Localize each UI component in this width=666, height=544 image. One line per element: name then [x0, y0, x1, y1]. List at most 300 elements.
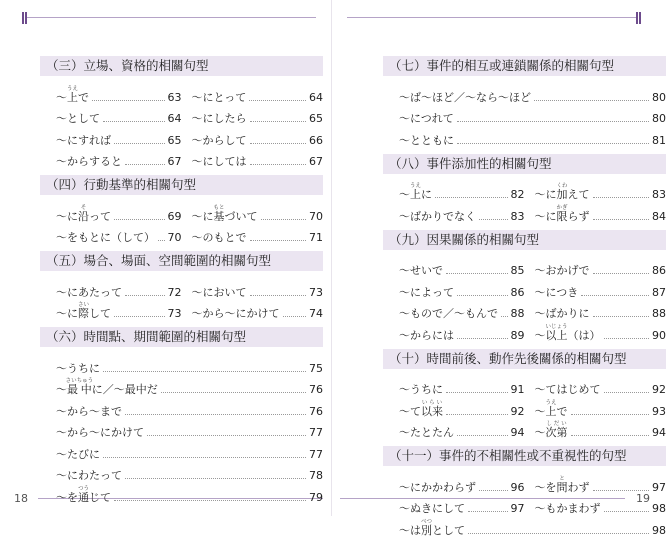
toc-row: [56, 223, 323, 245]
toc-section: [383, 154, 666, 223]
toc-entry[interactable]: [56, 426, 323, 439]
page-ref: 67: [168, 155, 182, 168]
entry-text-part: 〜: [535, 426, 546, 439]
furigana-base: 通: [78, 491, 89, 504]
entry-text: 〜からすると: [56, 155, 122, 168]
toc-row: [56, 353, 323, 375]
page-ref: 88: [652, 307, 666, 320]
toc-row: [56, 396, 323, 418]
entry-text: [56, 378, 158, 396]
entry-text-part: 〜に: [192, 210, 214, 223]
toc-entry[interactable]: [399, 400, 533, 418]
page-ref: 92: [511, 405, 525, 418]
toc-row: [56, 147, 323, 169]
page-ref: 89: [511, 329, 525, 342]
toc-entry[interactable]: [399, 329, 533, 342]
toc-entry[interactable]: [190, 231, 324, 244]
toc-entry[interactable]: [399, 307, 533, 320]
dot-leader: [593, 273, 650, 274]
entry-text: 〜ばかりでなく: [399, 210, 476, 223]
dot-leader: [158, 240, 165, 241]
page-ref: 80: [652, 91, 666, 104]
dot-leader: [468, 533, 649, 534]
furigana-word: [67, 91, 78, 104]
page-ref: 98: [652, 502, 666, 515]
page-ref: 93: [652, 405, 666, 418]
entry-text-part: に: [421, 188, 432, 201]
page-ref: 64: [309, 91, 323, 104]
entry-text-part: 〜を: [56, 491, 78, 504]
page-ref: 67: [309, 155, 323, 168]
entry-text: 〜にかかわらず: [399, 481, 476, 494]
furigana-base: 加: [557, 188, 568, 201]
entry-text: [56, 486, 111, 504]
dot-leader: [125, 414, 306, 415]
dot-leader: [571, 435, 650, 436]
toc-entry[interactable]: [190, 155, 324, 168]
dot-leader: [103, 121, 165, 122]
dot-leader: [479, 490, 508, 491]
entry-text: 〜につき: [535, 286, 579, 299]
toc-row: [399, 320, 666, 342]
entry-text: [56, 205, 111, 223]
entry-text: [56, 302, 111, 320]
toc-entry[interactable]: [399, 264, 533, 277]
furigana-word: [421, 405, 443, 418]
toc-row: [56, 125, 323, 147]
toc-row: [399, 104, 666, 126]
entry-text-part: 〜は: [399, 524, 421, 537]
entry-text: [192, 205, 258, 223]
entry-text: 〜にあたって: [56, 286, 122, 299]
dot-leader: [479, 219, 508, 220]
dot-leader: [593, 219, 649, 220]
toc-entry[interactable]: [533, 421, 666, 439]
toc-column-right: [383, 56, 666, 544]
entry-list: [383, 256, 666, 342]
page-ref: 94: [652, 426, 666, 439]
toc-row: [399, 256, 666, 278]
page-ref: 83: [511, 210, 525, 223]
entry-text: 〜とともに: [399, 134, 454, 147]
entry-text: 〜からには: [399, 329, 454, 342]
toc-entry[interactable]: [190, 205, 324, 223]
dot-leader: [604, 338, 649, 339]
furigana-word: [546, 426, 568, 439]
toc-entry[interactable]: [399, 91, 666, 104]
toc-row: [399, 180, 666, 202]
toc-entry[interactable]: [533, 476, 666, 494]
furigana-reading: うえ: [546, 400, 557, 406]
toc-entry[interactable]: [56, 155, 190, 168]
page-ref: 75: [309, 362, 323, 375]
furigana-word: [421, 524, 432, 537]
page-number-left: 18: [14, 492, 28, 505]
top-rule-right-end-mark: [639, 12, 641, 24]
entry-list: [40, 353, 323, 504]
furigana-base: 別: [421, 524, 432, 537]
entry-text: 〜うちに: [56, 362, 100, 375]
furigana-word: [557, 210, 568, 223]
entry-list: [383, 82, 666, 147]
toc-row: [56, 482, 323, 504]
entry-text: 〜として: [56, 112, 100, 125]
dot-leader: [468, 511, 508, 512]
furigana-word: [214, 210, 225, 223]
dot-leader: [250, 121, 307, 122]
toc-entry[interactable]: [399, 519, 666, 537]
top-rule-left: [26, 17, 316, 18]
toc-row: [399, 201, 666, 223]
page-ref: 90: [652, 329, 666, 342]
entry-text-part: わず: [568, 481, 590, 494]
entry-text-part: らず: [568, 210, 590, 223]
dot-leader: [435, 197, 507, 198]
page-ref: 74: [309, 307, 323, 320]
toc-entry[interactable]: [56, 231, 190, 244]
toc-entry[interactable]: [399, 502, 533, 515]
dot-leader: [92, 100, 164, 101]
entry-list: [383, 180, 666, 223]
section-title: （九）因果關係的相關句型: [383, 230, 666, 250]
toc-entry[interactable]: [56, 205, 190, 223]
top-rule-left-end-mark: [22, 12, 24, 24]
page-ref: 94: [511, 426, 525, 439]
entry-text: 〜うちに: [399, 383, 443, 396]
toc-row: [56, 375, 323, 397]
dot-leader: [283, 316, 307, 317]
dot-leader: [604, 511, 650, 512]
entry-text-part: 〜に: [56, 307, 78, 320]
entry-text-part: に／〜最中だ: [92, 383, 158, 396]
dot-leader: [457, 143, 649, 144]
dot-leader: [103, 371, 306, 372]
section-title: （七）事件的相互或連鎖關係的相關句型: [383, 56, 666, 76]
dot-leader: [457, 121, 649, 122]
dot-leader: [125, 295, 165, 296]
furigana-base: 問: [557, 481, 568, 494]
page-ref: 77: [309, 448, 323, 461]
toc-entry[interactable]: [399, 210, 533, 223]
furigana-reading: べつ: [421, 519, 432, 525]
entry-list: [40, 82, 323, 168]
toc-row: [399, 277, 666, 299]
entry-text-part: って: [89, 210, 111, 223]
dot-leader: [604, 392, 650, 393]
toc-entry[interactable]: [190, 112, 324, 125]
furigana-base: 沿: [78, 210, 89, 223]
entry-text: 〜において: [192, 286, 247, 299]
entry-text: 〜もので／〜もんで: [399, 307, 498, 320]
entry-text: 〜もかまわず: [535, 502, 601, 515]
furigana-base: 上: [546, 405, 557, 418]
dot-leader: [250, 164, 307, 165]
dot-leader: [593, 197, 649, 198]
page-fold: [331, 0, 332, 516]
page-ref: 88: [511, 307, 525, 320]
page-ref: 69: [168, 210, 182, 223]
furigana-word: [78, 491, 89, 504]
entry-text: 〜から〜にかけて: [56, 426, 144, 439]
entry-list: [40, 277, 323, 320]
furigana-reading: くわ: [557, 183, 568, 189]
toc-entry[interactable]: [399, 383, 533, 396]
furigana-base: 最中: [66, 383, 94, 396]
toc-entry[interactable]: [56, 286, 190, 299]
toc-entry[interactable]: [533, 502, 666, 515]
toc-entry[interactable]: [533, 400, 666, 418]
entry-text-part: 〜: [56, 91, 67, 104]
entry-text: [535, 421, 568, 439]
dot-leader: [114, 143, 165, 144]
entry-text: 〜にしては: [192, 155, 247, 168]
furigana-reading: いじょう: [546, 324, 568, 330]
furigana-word: [557, 481, 568, 494]
entry-text-part: として: [432, 524, 465, 537]
dot-leader: [593, 316, 650, 317]
dot-leader: [250, 295, 307, 296]
toc-entry[interactable]: [533, 383, 666, 396]
dot-leader: [114, 316, 164, 317]
page-ref: 70: [309, 210, 323, 223]
dot-leader: [446, 273, 508, 274]
furigana-reading: かぎ: [557, 205, 568, 211]
toc-row: [56, 299, 323, 321]
page-ref: 86: [511, 286, 525, 299]
furigana-reading: つう: [78, 486, 89, 492]
entry-text-part: 〜に: [56, 210, 78, 223]
toc-entry[interactable]: [56, 112, 190, 125]
page-ref: 98: [652, 524, 666, 537]
entry-text: [535, 183, 590, 201]
entry-text: 〜ばかりに: [535, 307, 590, 320]
dot-leader: [457, 338, 508, 339]
toc-row: [56, 418, 323, 440]
entry-text: 〜せいで: [399, 264, 443, 277]
entry-text-part: 〜: [535, 405, 546, 418]
dot-leader: [581, 295, 649, 296]
entry-text: [535, 324, 601, 342]
entry-list: [383, 472, 666, 537]
furigana-word: [67, 383, 92, 396]
section-title: （八）事件添加性的相關句型: [383, 154, 666, 174]
entry-text-part: で: [78, 91, 89, 104]
toc-entry[interactable]: [399, 481, 533, 494]
toc-entry[interactable]: [190, 286, 324, 299]
dot-leader: [147, 435, 306, 436]
dot-leader: [114, 500, 306, 501]
top-rule-left-end-mark: [25, 12, 27, 24]
page-ref: 82: [511, 188, 525, 201]
entry-text-part: えて: [568, 188, 590, 201]
furigana-word: [557, 188, 568, 201]
dot-leader: [250, 143, 307, 144]
dot-leader: [593, 490, 650, 491]
furigana-base: 基: [214, 210, 225, 223]
page-ref: 96: [511, 481, 525, 494]
entry-text-part: 〜に: [535, 210, 557, 223]
dot-leader: [571, 414, 649, 415]
toc-entry[interactable]: [56, 378, 323, 396]
dot-leader: [457, 435, 508, 436]
dot-leader: [249, 100, 306, 101]
section-title: （十一）事件的不相關性或不重視性的句型: [383, 446, 666, 466]
toc-entry[interactable]: [190, 91, 324, 104]
page-ref: 72: [168, 286, 182, 299]
furigana-base: 限: [557, 210, 568, 223]
toc-row: [399, 418, 666, 440]
entry-text-part: 〜て: [399, 405, 421, 418]
toc-section: [383, 56, 666, 147]
toc-entry[interactable]: [533, 286, 666, 299]
toc-row: [399, 125, 666, 147]
furigana-base: 以来: [421, 405, 443, 418]
furigana-word: [410, 188, 421, 201]
dot-leader: [103, 457, 306, 458]
section-title: （十）時間前後、動作先後關係的相關句型: [383, 349, 666, 369]
entry-list: [383, 375, 666, 440]
toc-column-left: [40, 56, 323, 511]
section-title: （六）時間點、期間範圍的相關句型: [40, 327, 323, 347]
page-ref: 76: [309, 405, 323, 418]
dot-leader: [534, 100, 649, 101]
entry-text: 〜につれて: [399, 112, 454, 125]
entry-text: 〜から〜まで: [56, 405, 122, 418]
toc-entry[interactable]: [56, 362, 323, 375]
entry-text: 〜にとって: [192, 91, 247, 104]
entry-text: 〜てはじめて: [535, 383, 601, 396]
toc-entry[interactable]: [56, 469, 323, 482]
entry-text: 〜おかげで: [535, 264, 590, 277]
entry-text-part: 〜を: [535, 481, 557, 494]
entry-text: 〜にわたって: [56, 469, 122, 482]
toc-entry[interactable]: [56, 486, 323, 504]
page-ref: 65: [168, 134, 182, 147]
toc-row: [399, 299, 666, 321]
furigana-word: [78, 210, 89, 223]
section-title: （四）行動基準的相關句型: [40, 175, 323, 195]
entry-text: 〜ば〜ほど／〜なら〜ほど: [399, 91, 531, 104]
page-ref: 79: [309, 491, 323, 504]
toc-entry[interactable]: [56, 302, 190, 320]
toc-section: [40, 175, 323, 244]
toc-row: [56, 104, 323, 126]
toc-entry[interactable]: [533, 264, 666, 277]
toc-entry[interactable]: [533, 205, 666, 223]
dot-leader: [250, 240, 307, 241]
toc-entry[interactable]: [399, 112, 666, 125]
entry-text: 〜のもとで: [192, 231, 247, 244]
toc-entry[interactable]: [56, 448, 323, 461]
page-ref: 80: [652, 112, 666, 125]
entry-text: 〜たびに: [56, 448, 100, 461]
page-ref: 71: [309, 231, 323, 244]
entry-text: 〜をもとに（して）: [56, 231, 155, 244]
top-rule-right-end-mark: [636, 12, 638, 24]
entry-text-part: （は）: [568, 329, 601, 342]
page-ref: 85: [511, 264, 525, 277]
toc-section: [40, 327, 323, 504]
toc-entry[interactable]: [190, 134, 324, 147]
furigana-reading: いらい: [421, 400, 443, 406]
toc-row: [56, 201, 323, 223]
entry-text: 〜から〜にかけて: [192, 307, 280, 320]
page-ref: 78: [309, 469, 323, 482]
entry-text-part: 〜に: [535, 188, 557, 201]
entry-text: [535, 400, 568, 418]
page-ref: 91: [511, 383, 525, 396]
toc-entry[interactable]: [56, 86, 190, 104]
dot-leader: [501, 316, 508, 317]
page-ref: 65: [309, 112, 323, 125]
furigana-reading: と: [557, 476, 568, 482]
toc-entry[interactable]: [56, 134, 190, 147]
toc-row: [399, 494, 666, 516]
page-ref: 83: [652, 188, 666, 201]
furigana-reading: さいちゅう: [66, 378, 94, 384]
furigana-word: [78, 307, 89, 320]
toc-entry[interactable]: [533, 183, 666, 201]
toc-entry[interactable]: [399, 183, 533, 201]
toc-entry[interactable]: [399, 134, 666, 147]
entry-text: 〜にすれば: [56, 134, 111, 147]
furigana-reading: うえ: [67, 86, 78, 92]
toc-section: [40, 251, 323, 320]
dot-leader: [125, 164, 165, 165]
page-ref: 66: [309, 134, 323, 147]
toc-row: [399, 375, 666, 397]
entry-text: [535, 476, 590, 494]
entry-text-part: して: [89, 307, 111, 320]
dot-leader: [161, 392, 306, 393]
furigana-reading: そ: [78, 205, 89, 211]
toc-section: [40, 56, 323, 168]
entry-text-part: で: [557, 405, 568, 418]
toc-section: [383, 349, 666, 440]
entry-text: 〜にしたら: [192, 112, 247, 125]
page-ref: 97: [511, 502, 525, 515]
dot-leader: [446, 392, 508, 393]
toc-entry[interactable]: [533, 307, 666, 320]
page-number-right: 19: [636, 492, 650, 505]
dot-leader: [114, 219, 165, 220]
dot-leader: [446, 414, 508, 415]
entry-text: 〜ぬきにして: [399, 502, 465, 515]
page-ref: 70: [168, 231, 182, 244]
toc-entry[interactable]: [56, 405, 323, 418]
toc-entry[interactable]: [190, 307, 324, 320]
page-ref: 86: [652, 264, 666, 277]
entry-text-part: じて: [89, 491, 111, 504]
toc-section: [383, 230, 666, 342]
furigana-word: [546, 329, 568, 342]
entry-text: 〜たとたん: [399, 426, 454, 439]
page-ref: 84: [652, 210, 666, 223]
toc-row: [399, 396, 666, 418]
toc-entry[interactable]: [399, 286, 533, 299]
toc-entry[interactable]: [533, 324, 666, 342]
entry-text-part: 〜: [399, 188, 410, 201]
furigana-base: 上: [410, 188, 421, 201]
page-ref: 73: [168, 307, 182, 320]
toc-entry[interactable]: [399, 426, 533, 439]
entry-text: [399, 183, 432, 201]
toc-row: [399, 82, 666, 104]
furigana-reading: さい: [78, 302, 89, 308]
furigana-base: 上: [67, 91, 78, 104]
section-title: （三）立場、資格的相關句型: [40, 56, 323, 76]
furigana-base: 次第: [546, 426, 568, 439]
